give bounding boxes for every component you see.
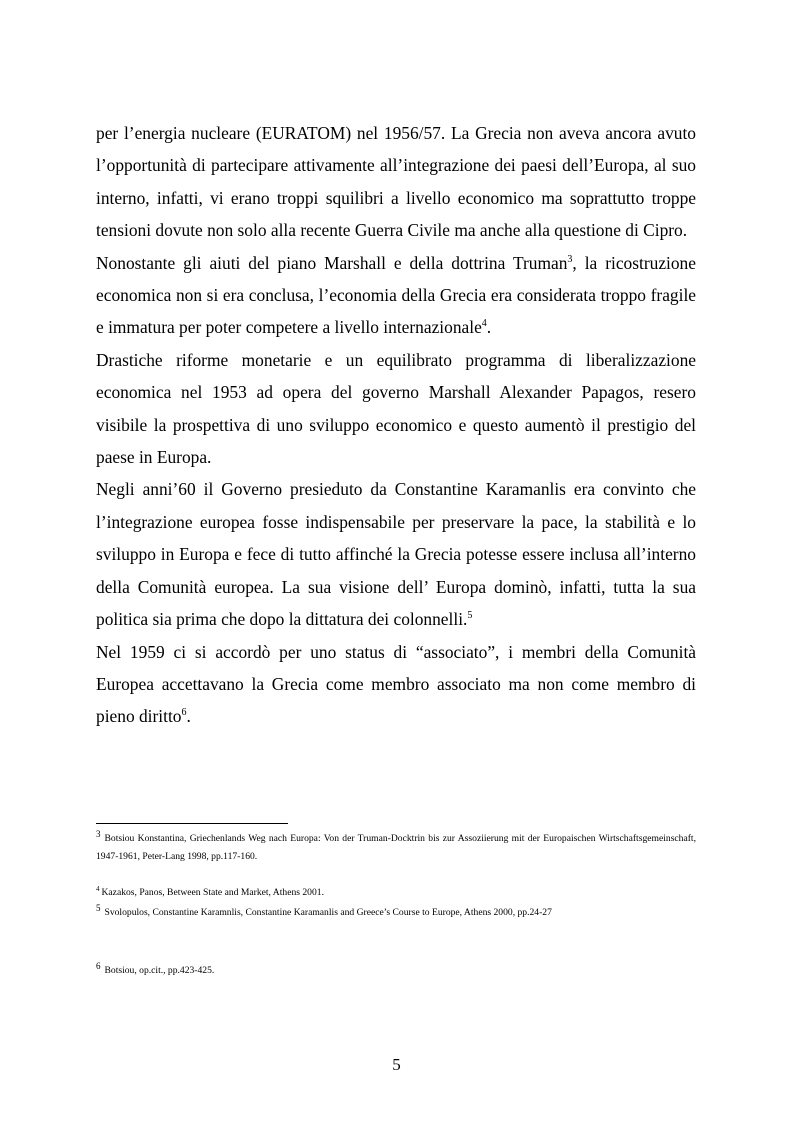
paragraph-5-text-a: Nel 1959 ci si accordò per uno status di “associato”, i membri della Comunità Europea accettavano la Grecia come membro associato ma non come membro di pieno diritto [96,641,696,727]
footnote-5 [96,904,696,922]
footnote-ref-5[interactable]: 5 [467,610,473,622]
footnote-4-text: Kazakos, Panos, Between State and Market, Athens 2001. [101,887,324,898]
footnote-6-number: 6 [96,960,101,971]
body-text [96,117,696,733]
footnote-separator [96,823,288,824]
footnote-3-number: 3 [96,828,101,839]
paragraph-5-text-b: . [186,706,191,727]
footnote-6-text: Botsiou, op.cit., pp.423-425. [104,965,215,976]
paragraph-3-text: Drastiche riforme monetarie e un equilibrato programma di liberalizzazione economica nel 1953 ad opera del governo Marshall Alexander Papagos, resero visibile la prospettiva di uno sviluppo economico e questo aumentò il prestigio del paese in Europa. [96,349,696,468]
footnote-ref-6[interactable]: 6 [181,707,187,719]
paragraph-3 [96,344,696,474]
footnote-6 [96,962,696,980]
footnote-3 [96,830,696,866]
footnote-3-text: Botsiou Konstantina, Griechenlands Weg nach Europa: Von der Truman-Docktrin bis zur Assoziierung mit der Europaischen Wirtschaftsgemeinschaft, 1947-1961, Peter-Lang 1998, pp.117-160. [96,833,696,862]
paragraph-5 [96,636,696,733]
footnote-4-number: 4 [96,884,100,893]
paragraph-2-text-a: Nonostante gli aiuti del piano Marshall e della dottrina Truman [96,252,568,273]
paragraph-2 [96,247,696,344]
paragraph-4-text: Negli anni’60 il Governo presieduto da Constantine Karamanlis era convinto che l’integrazione europea fosse indispensabile per preservare la pace, la stabilità e lo sviluppo in Europa e fece di tutto affinché la Grecia potesse essere inclusa all’interno della Comunità europea. La sua visione dell’ Europa dominò, infatti, tutta la sua politica sia prima che dopo la dittatura dei colonnelli. [96,479,696,630]
footnote-ref-3[interactable]: 3 [567,253,573,265]
footnote-5-number: 5 [96,902,101,913]
paragraph-2-text-b: , la ricostruzione economica non si era conclusa, l’economia della Grecia era considerata troppo fragile e immatura per poter competere a livello internazionale [96,252,696,338]
paragraph-1-text: per l’energia nucleare (EURATOM) nel 1956/57. La Grecia non aveva ancora avuto l’opportunità di partecipare attivamente all’integrazione dei paesi dell’Europa, al suo interno, infatti, vi erano troppi squilibri a livello economico ma soprattutto troppe tensioni dovute non solo alla recente Guerra Civile ma anche alla questione di Cipro. [96,123,696,241]
footnote-ref-4[interactable]: 4 [481,318,487,330]
paragraph-2-text-c: . [486,317,492,338]
footnote-4 [96,884,696,902]
page-number: 5 [392,1055,401,1074]
paragraph-1 [96,117,696,247]
paragraph-4 [96,473,696,635]
footnote-5-text: Svolopulos, Constantine Karamnlis, Constantine Karamanlis and Greece’s Course to Europe, Athens 2000, pp.24-27 [104,907,552,918]
